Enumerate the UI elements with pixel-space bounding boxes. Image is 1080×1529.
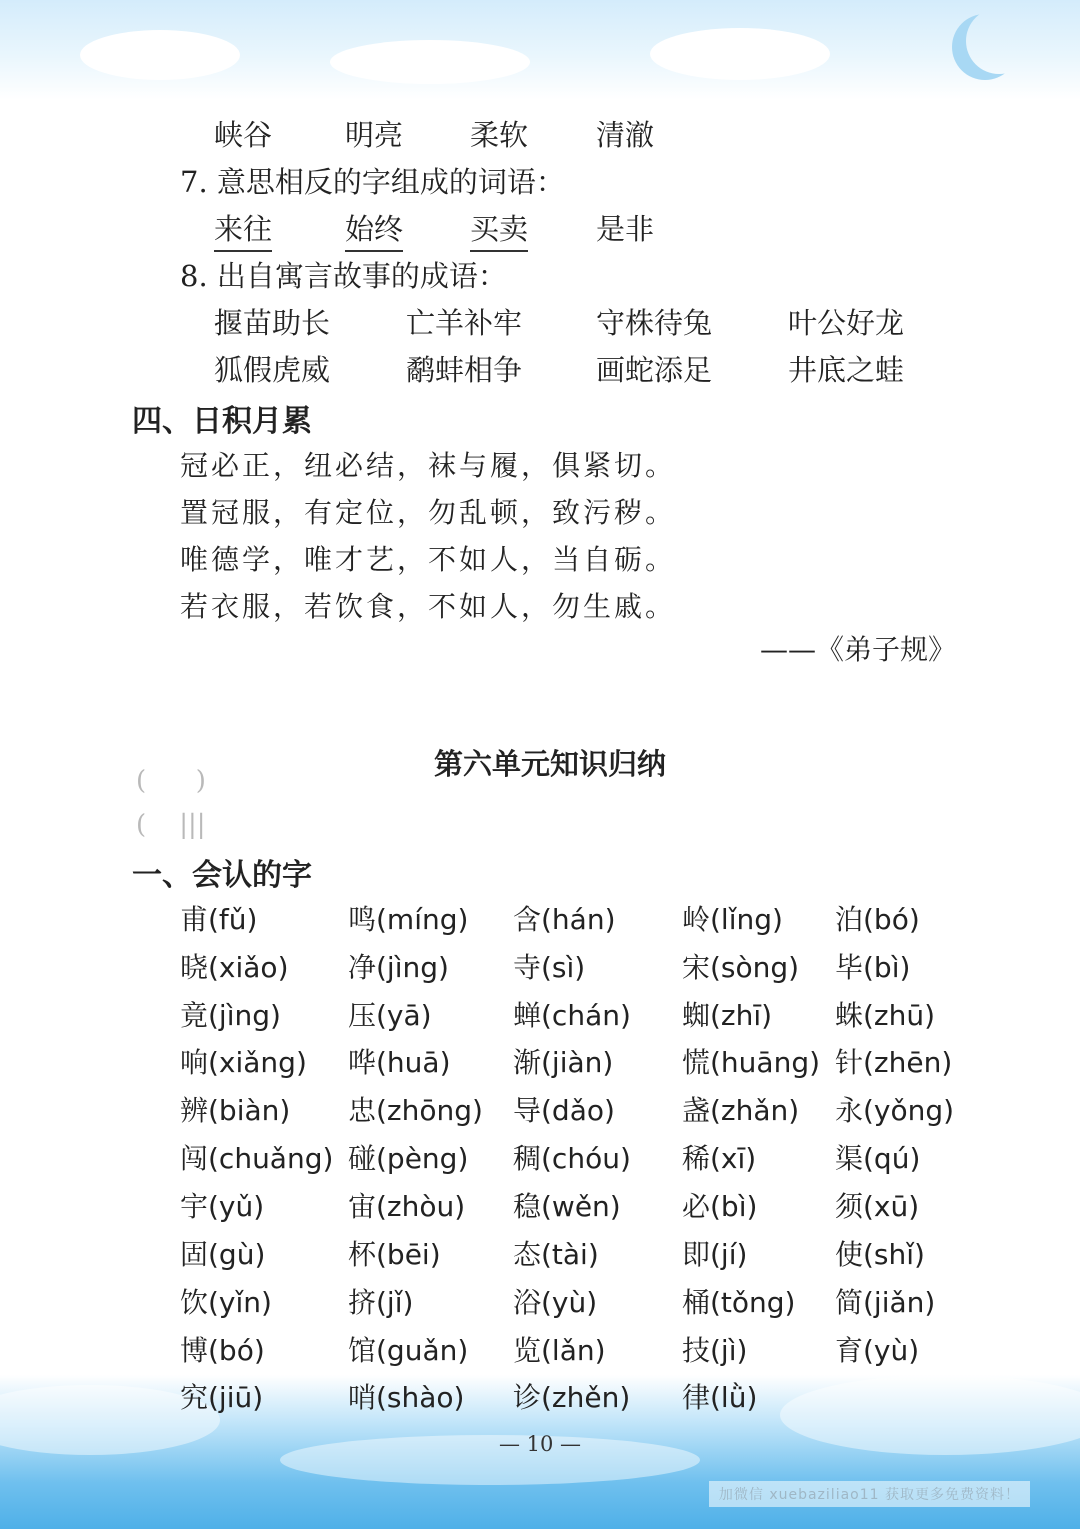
char-pinyin: 杯(bēi) [348, 1238, 441, 1271]
watermark: 加微信 xuebaziliao11 获取更多免费资料！ [709, 1481, 1030, 1507]
idiom: 揠苗助长 [214, 306, 331, 340]
underlined-word: 买卖 [470, 207, 528, 252]
char-pinyin: 鸣(míng) [348, 903, 469, 936]
item-7-title: 7. 意思相反的字组成的词语： [180, 165, 565, 199]
top-sky-decoration [0, 0, 1080, 100]
char-pinyin: 岭(lǐng) [682, 903, 783, 936]
char-pinyin: 渐(jiàn) [513, 1046, 614, 1079]
crescent-moon-icon [966, 8, 1032, 74]
char-pinyin: 压(yā) [348, 999, 432, 1032]
cloud-decoration [650, 28, 830, 80]
char-pinyin: 挤(jǐ) [348, 1286, 414, 1319]
char-pinyin: 览(lǎn) [513, 1334, 606, 1367]
word: 峡谷 [214, 118, 273, 152]
page-number: — 10 — [498, 1432, 582, 1456]
char-pinyin: 究(jiū) [180, 1381, 264, 1414]
char-pinyin: 稠(chóu) [513, 1142, 631, 1175]
char-pinyin: 毕(bì) [835, 951, 911, 984]
char-pinyin: 碰(pèng) [348, 1142, 469, 1175]
char-pinyin: 律(lǜ) [682, 1381, 758, 1414]
char-pinyin: 蝉(chán) [513, 999, 631, 1032]
char-pinyin: 辨(biàn) [180, 1094, 291, 1127]
word: 明亮 [345, 118, 404, 152]
char-pinyin: 净(jìng) [348, 951, 449, 984]
underlined-word: 来往 [214, 207, 272, 252]
char-pinyin: 稀(xī) [682, 1142, 757, 1175]
char-pinyin: 含(hán) [513, 903, 616, 936]
section-1-heading: 一、会认的字 [132, 858, 312, 893]
char-pinyin: 宋(sòng) [682, 951, 800, 984]
char-pinyin: 响(xiǎng) [180, 1046, 307, 1079]
idiom: 亡羊补牢 [406, 306, 523, 340]
char-pinyin: 馆(guǎn) [348, 1334, 469, 1367]
word: 是非 [596, 212, 655, 246]
char-pinyin: 闯(chuǎng) [180, 1142, 334, 1175]
char-pinyin: 稳(wěn) [513, 1190, 621, 1223]
char-pinyin: 技(jì) [682, 1334, 748, 1367]
char-pinyin: 诊(zhěn) [513, 1381, 631, 1414]
cloud-decoration [330, 40, 530, 84]
faint-mark: ( ) [136, 766, 206, 796]
char-pinyin: 育(yù) [835, 1334, 920, 1367]
char-pinyin: 蜘(zhī) [682, 999, 773, 1032]
idiom: 叶公好龙 [788, 306, 905, 340]
char-pinyin: 使(shǐ) [835, 1238, 925, 1271]
char-pinyin: 晓(xiǎo) [180, 951, 289, 984]
char-pinyin: 竟(jìng) [180, 999, 281, 1032]
char-pinyin: 必(bì) [682, 1190, 758, 1223]
char-pinyin: 博(bó) [180, 1334, 265, 1367]
char-pinyin: 态(tài) [513, 1238, 599, 1271]
char-pinyin: 永(yǒng) [835, 1094, 955, 1127]
poem-line: 若衣服，若饮食，不如人，勿生戚。 [180, 590, 677, 623]
char-pinyin: 泊(bó) [835, 903, 920, 936]
faint-mark: ( ||| [136, 810, 206, 840]
char-pinyin: 宇(yǔ) [180, 1190, 265, 1223]
cloud-decoration [80, 30, 240, 80]
char-pinyin: 桶(tǒng) [682, 1286, 796, 1319]
char-pinyin: 浴(yù) [513, 1286, 598, 1319]
char-pinyin: 固(gù) [180, 1238, 266, 1271]
char-pinyin: 哨(shào) [348, 1381, 465, 1414]
char-pinyin: 针(zhēn) [835, 1046, 953, 1079]
char-pinyin: 蛛(zhū) [835, 999, 936, 1032]
char-pinyin: 导(dǎo) [513, 1094, 615, 1127]
char-pinyin: 寺(sì) [513, 951, 586, 984]
char-pinyin: 甫(fǔ) [180, 903, 258, 936]
idiom: 井底之蛙 [788, 353, 905, 387]
poem-line: 置冠服，有定位，勿乱顿，致污秽。 [180, 496, 677, 529]
char-pinyin: 慌(huāng) [682, 1046, 821, 1079]
poem-line: 冠必正，纽必结，袜与履，俱紧切。 [180, 449, 677, 482]
char-pinyin: 盏(zhǎn) [682, 1094, 800, 1127]
idiom: 守株待兔 [596, 306, 713, 340]
poem-source: ——《弟子规》 [760, 633, 957, 666]
underlined-word: 始终 [345, 207, 403, 252]
char-pinyin: 渠(qú) [835, 1142, 921, 1175]
word: 柔软 [470, 118, 529, 152]
idiom: 鹬蚌相争 [406, 353, 523, 387]
char-pinyin: 忠(zhōng) [348, 1094, 483, 1127]
poem-line: 唯德学，唯才艺，不如人，当自砺。 [180, 543, 677, 576]
unit-title: 第六单元知识归纳 [433, 747, 666, 781]
char-pinyin: 须(xū) [835, 1190, 920, 1223]
word: 清澈 [596, 118, 655, 152]
idiom: 狐假虎威 [214, 353, 331, 387]
char-pinyin: 哗(huā) [348, 1046, 451, 1079]
char-pinyin: 简(jiǎn) [835, 1286, 936, 1319]
char-pinyin: 饮(yǐn) [180, 1286, 272, 1319]
char-pinyin: 宙(zhòu) [348, 1190, 466, 1223]
item-8-title: 8. 出自寓言故事的成语： [180, 259, 507, 293]
section-4-heading: 四、日积月累 [132, 404, 312, 439]
char-pinyin: 即(jí) [682, 1238, 748, 1271]
idiom: 画蛇添足 [596, 353, 713, 387]
